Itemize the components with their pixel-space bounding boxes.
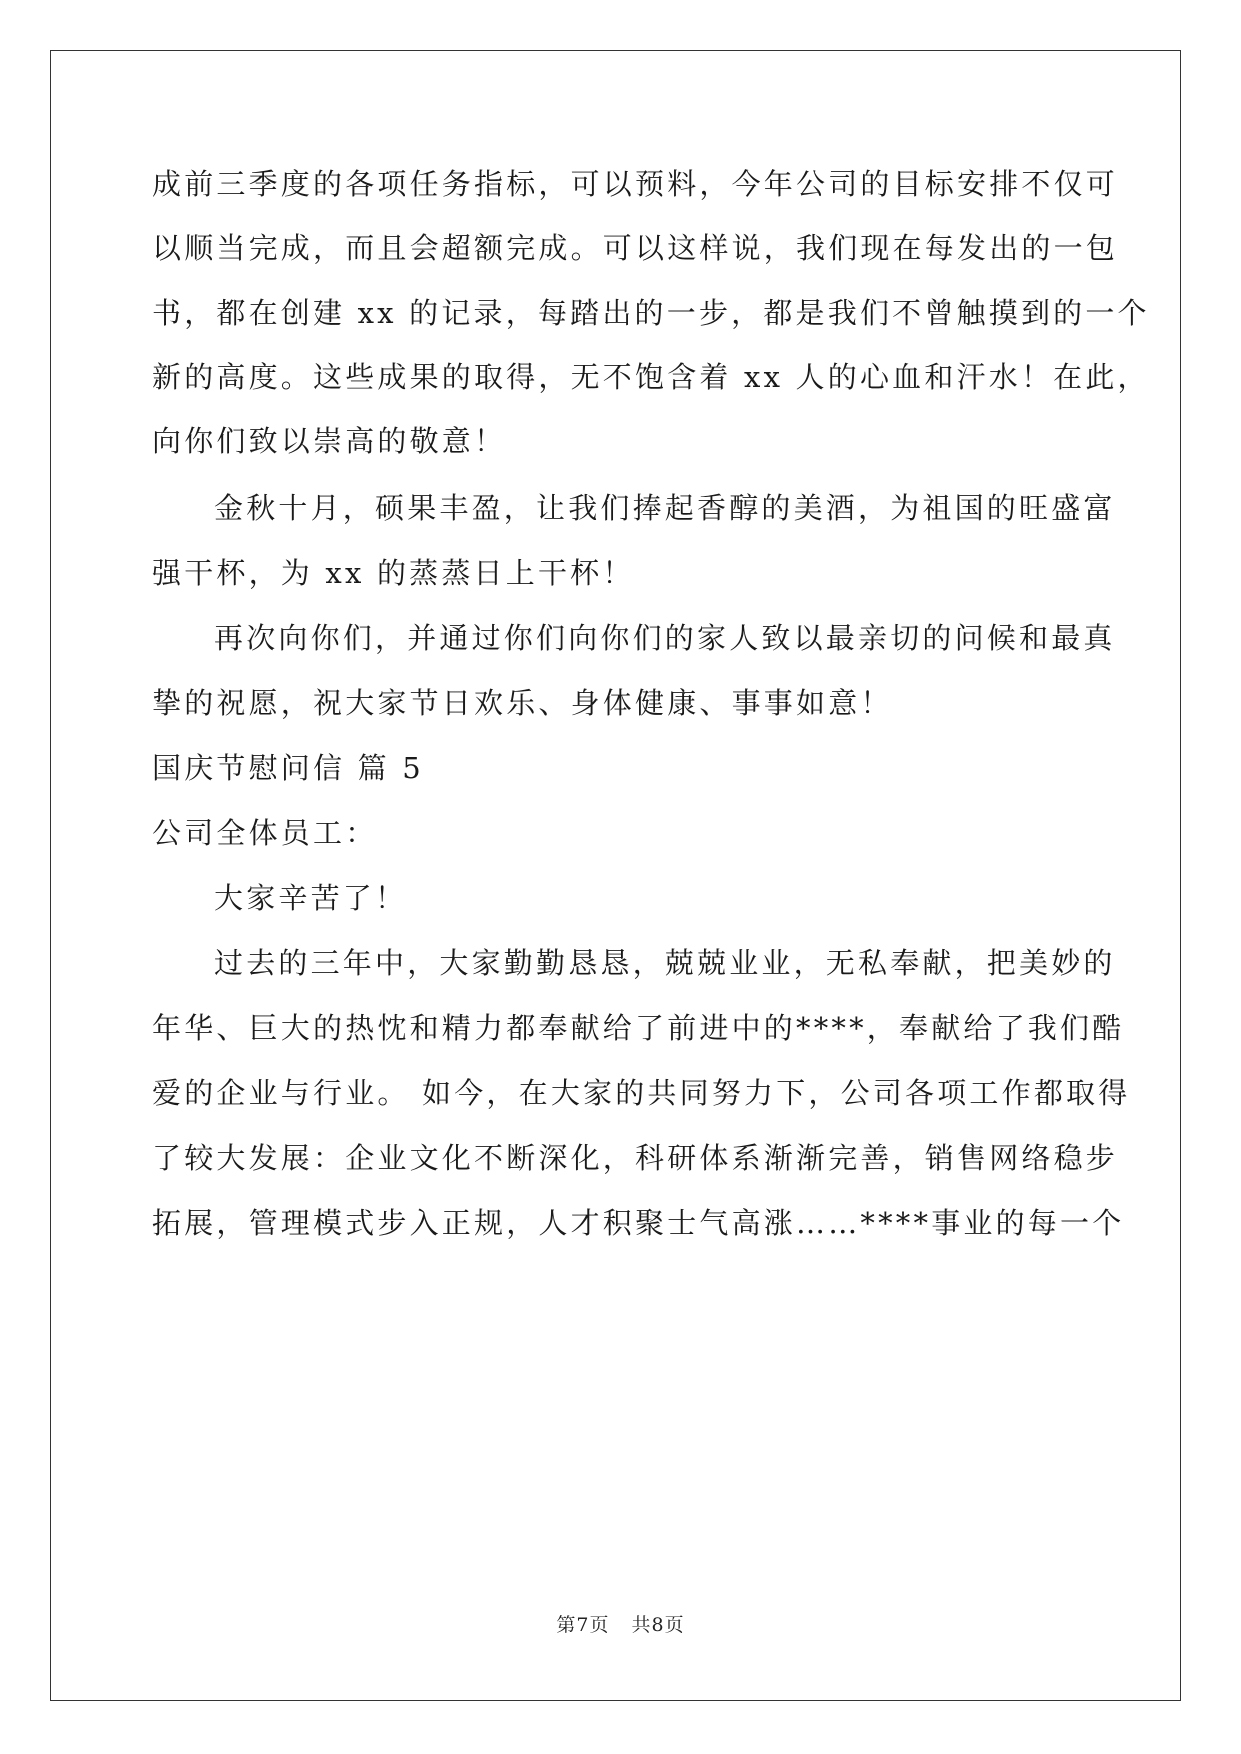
text-line: 挚的祝愿，祝大家节日欢乐、身体健康、事事如意！ (152, 686, 893, 720)
text-line: 以顺当完成，而且会超额完成。可以这样说，我们现在每发出的一包 (152, 231, 1119, 265)
text-line: 新的高度。这些成果的取得，无不饱含着 xx 人的心血和汗水！在此， (152, 360, 1150, 394)
salutation: 公司全体员工： (152, 816, 378, 850)
text-line: 向你们致以崇高的敬意！ (152, 424, 507, 458)
section-heading: 国庆节慰问信 篇 5 (152, 751, 424, 785)
paragraph-first-line: 再次向你们，并通过你们向你们的家人致以最亲切的问候和最真 (214, 621, 1116, 655)
text-line: 书，都在创建 xx 的记录，每踏出的一步，都是我们不曾触摸到的一个 (152, 296, 1150, 330)
text-line: 成前三季度的各项任务指标，可以预料，今年公司的目标安排不仅可 (152, 167, 1119, 201)
page-number-total: 共8页 (631, 1614, 685, 1636)
greeting-line: 大家辛苦了！ (214, 881, 408, 915)
page-number-current: 第7页 (556, 1614, 610, 1636)
paragraph-first-line: 金秋十月，硕果丰盈，让我们捧起香醇的美酒，为祖国的旺盛富 (214, 491, 1116, 525)
page-footer (0, 1613, 1241, 1637)
text-line: 拓展，管理模式步入正规，人才积聚士气高涨……****事业的每一个 (152, 1206, 1125, 1240)
text-line: 了较大发展：企业文化不断深化，科研体系渐渐完善，销售网络稳步 (152, 1141, 1119, 1175)
text-line: 年华、巨大的热忱和精力都奉献给了前进中的****，奉献给了我们酷 (152, 1011, 1125, 1045)
paragraph-first-line: 过去的三年中，大家勤勤恳恳，兢兢业业，无私奉献，把美妙的 (214, 946, 1116, 980)
text-line: 强干杯，为 xx 的蒸蒸日上干杯！ (152, 556, 635, 590)
text-line: 爱的企业与行业。 如今，在大家的共同努力下，公司各项工作都取得 (152, 1076, 1131, 1110)
